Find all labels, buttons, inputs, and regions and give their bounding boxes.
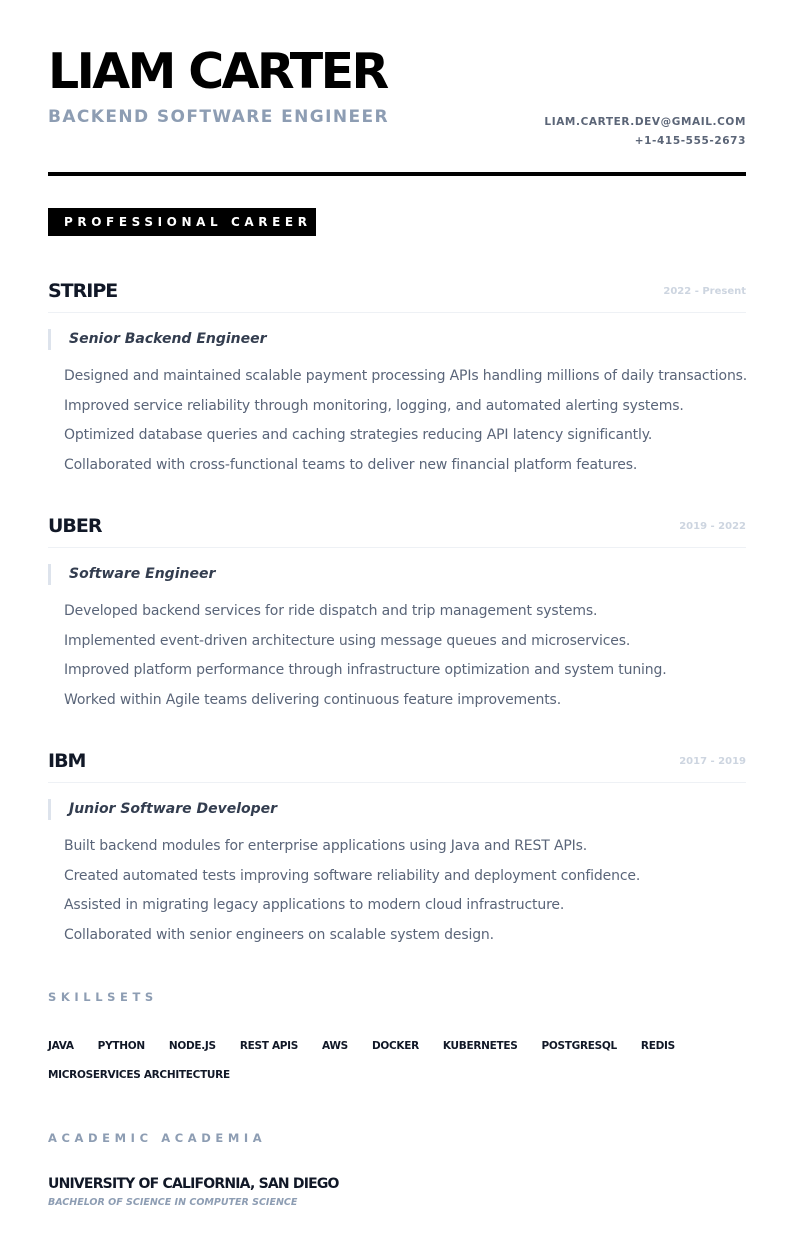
job-entry-ibm <box>48 748 746 951</box>
job-bullet: Designed and maintained scalable payment processing APIs handling millions of daily transactions. <box>64 368 748 384</box>
job-entry-stripe <box>48 278 746 481</box>
skill-tag: MICROSERVICES ARCHITECTURE <box>48 1069 230 1081</box>
job-bullet: Assisted in migrating legacy applications to modern cloud infrastructure. <box>64 897 565 914</box>
job-entry-uber <box>48 513 746 716</box>
job-role: Junior Software Developer <box>48 799 746 820</box>
skill-tag: KUBERNETES <box>442 1040 518 1052</box>
job-role: Senior Backend Engineer <box>48 329 746 350</box>
job-bullet: Implemented event-driven architecture using message queues and microservices. <box>64 632 631 649</box>
career-section-label: PROFESSIONAL CAREER <box>48 208 316 236</box>
skills-list <box>48 1036 746 1085</box>
education-section-label: ACADEMIC ACADEMIA <box>48 1131 267 1145</box>
skill-tag: JAVA <box>48 1040 74 1052</box>
company-name: IBM <box>48 750 86 772</box>
job-bullet: Developed backend services for ride dispatch and trip management systems. <box>64 603 598 619</box>
job-bullets <box>48 597 746 716</box>
job-dates: 2019 - 2022 <box>679 521 746 532</box>
skill-tag: NODE.JS <box>168 1040 216 1052</box>
skill-tag: DOCKER <box>371 1040 419 1052</box>
company-name: UBER <box>48 515 102 537</box>
job-bullet: Optimized database queries and caching strategies reducing API latency significantly. <box>64 427 653 444</box>
skills-section-label: SKILLSETS <box>48 990 158 1004</box>
candidate-title: BACKEND SOFTWARE ENGINEER <box>48 107 389 127</box>
job-bullet: Improved platform performance through infrastructure optimization and system tuning. <box>64 662 667 679</box>
job-bullet: Collaborated with senior engineers on scalable system design. <box>64 927 494 944</box>
skill-tag: REDIS <box>640 1040 675 1052</box>
skill-tag: PYTHON <box>97 1040 145 1052</box>
job-bullet: Improved service reliability through monitoring, logging, and automated alerting systems. <box>64 397 684 414</box>
contact-phone[interactable]: +1-415-555-2673 <box>634 135 746 147</box>
skill-tag: AWS <box>322 1040 348 1052</box>
job-bullets <box>48 832 746 951</box>
degree-name: BACHELOR OF SCIENCE IN COMPUTER SCIENCE <box>48 1197 298 1208</box>
candidate-name: LIAM CARTER <box>48 43 387 100</box>
contact-email[interactable]: LIAM.CARTER.DEV@GMAIL.COM <box>544 116 746 128</box>
job-header <box>48 278 746 313</box>
contact-block <box>544 113 746 151</box>
school-name: UNIVERSITY OF CALIFORNIA, SAN DIEGO <box>48 1176 339 1192</box>
job-bullet: Worked within Agile teams delivering continuous feature improvements. <box>64 692 561 709</box>
header-divider <box>48 172 746 176</box>
job-bullet: Created automated tests improving software reliability and deployment confidence. <box>64 867 641 884</box>
resume-page <box>48 0 746 1259</box>
job-bullet: Collaborated with cross-functional teams to deliver new financial platform features. <box>64 457 638 474</box>
job-header <box>48 513 746 548</box>
job-bullets <box>48 362 746 481</box>
job-role: Software Engineer <box>48 564 746 585</box>
skill-tag: POSTGRESQL <box>541 1040 617 1052</box>
skill-tag: REST APIS <box>239 1040 299 1052</box>
job-bullet: Built backend modules for enterprise applications using Java and REST APIs. <box>64 838 588 854</box>
company-name: STRIPE <box>48 280 118 302</box>
job-header <box>48 748 746 783</box>
job-dates: 2022 - Present <box>663 286 746 297</box>
job-dates: 2017 - 2019 <box>679 756 746 767</box>
